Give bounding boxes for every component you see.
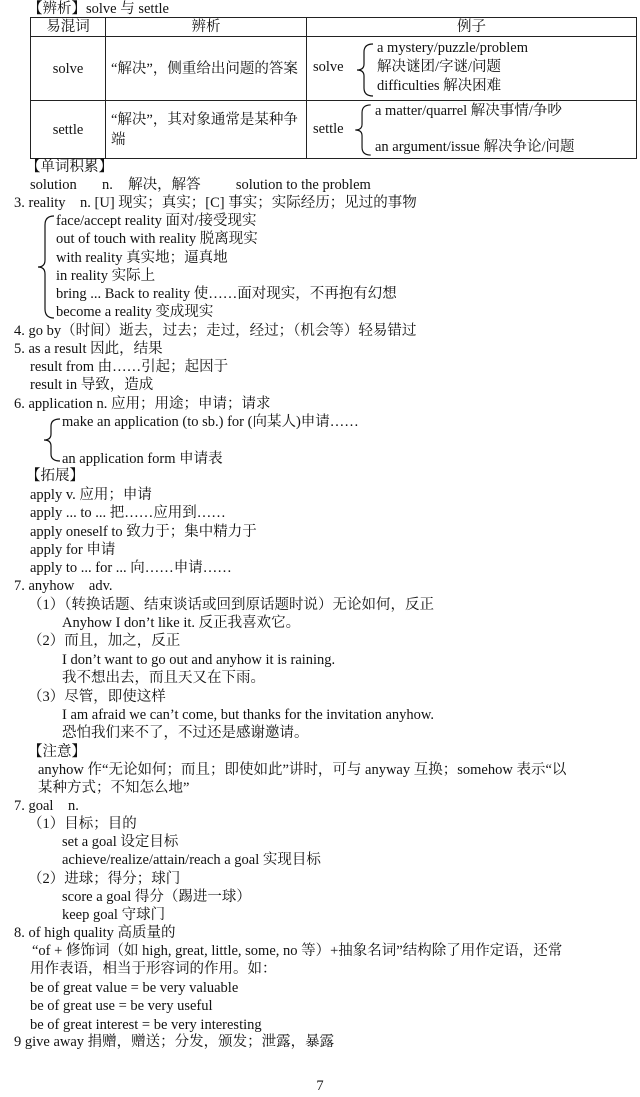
example-list (62, 651, 335, 688)
example-list (62, 706, 434, 743)
example-line: 恐怕我们来不了，不过还是感谢邀请。 (62, 725, 309, 742)
entry-anyhow-title: 7. anyhow adv. (14, 578, 113, 594)
example-line: 我不想出去，而且天又在下雨。 (62, 670, 265, 687)
extension-list (30, 486, 257, 577)
column-header: 例子 (307, 18, 637, 37)
page-number: 7 (316, 1078, 324, 1094)
sense-label: （1）（转换话题、结束谈话或回到原话题时说）无论如何，反正 (28, 597, 434, 613)
comparison-table (30, 17, 637, 159)
entry-give-away: 9 give away 捐赠，赠送；分发，颁发；泄露，暴露 (14, 1034, 335, 1050)
list-item: result in 导致，造成 (30, 377, 154, 394)
example-cell (307, 101, 637, 159)
list-item: result from 由……引起；起因于 (30, 359, 229, 375)
table-row (31, 37, 637, 101)
entry-high-quality-title: 8. of high quality 高质量的 (14, 925, 176, 941)
solution-meaning: 解决，解答 (128, 177, 201, 193)
column-header: 易混词 (31, 18, 106, 37)
table-header-row (31, 18, 637, 37)
left-brace-icon (42, 418, 62, 462)
desc-line: 用作表语，相当于形容词的作用。如： (30, 961, 277, 977)
bianxi-header: 【辨析】solve 与 settle (28, 1, 169, 17)
example-cell (307, 37, 637, 101)
list-item: face/accept reality 面对/接受现实 (56, 213, 257, 229)
entry-application-title: 6. application n. 应用；用途；申请；请求 (14, 396, 271, 412)
extension-header: 【拓展】 (26, 468, 84, 484)
table-row (31, 101, 637, 159)
left-brace-icon (355, 43, 375, 97)
analysis-cell: “解决”，其对象通常是某种争端 (106, 101, 307, 159)
list-item: apply oneself to 致力于；集中精力于 (30, 523, 257, 540)
list-item: apply v. 应用；申请 (30, 487, 152, 503)
example-list (62, 833, 321, 870)
as-a-result-list (30, 358, 228, 395)
list-item: bring ... Back to reality 使……面对现实，不再抱有幻想 (56, 286, 397, 303)
column-header: 辨析 (106, 18, 307, 37)
example-lead: settle (313, 120, 344, 137)
list-item: become a reality 变成现实 (56, 304, 214, 321)
note-line: anyhow 作“无论如何；而且；即使如此”讲时，可与 anyway 互换；somehow 表示“以 (38, 762, 567, 778)
note-line: 某种方式；不知怎么地” (38, 780, 190, 796)
left-brace-icon (36, 215, 56, 319)
example-line: achieve/realize/attain/reach a goal 实现目标 (62, 852, 321, 869)
example-line: I am afraid we can’t come, but thanks for the invitation anyhow. (62, 707, 435, 723)
solution-pos: n. (101, 177, 113, 193)
list-item: apply ... to ... 把……应用到…… (30, 505, 226, 522)
example-item: an argument/issue 解决争论/问题 (375, 138, 575, 155)
entry-as-a-result-title: 5. as a result 因此，结果 (14, 341, 163, 357)
list-item: make an application (to sb.) for (向某人)申请…… (62, 414, 359, 430)
example-line: set a goal 设定目标 (62, 834, 179, 850)
analysis-cell: “解决”，侧重给出问题的答案 (106, 37, 307, 101)
example-line: Anyhow I don’t like it. 反正我喜欢它。 (62, 615, 301, 631)
solution-line (30, 176, 371, 194)
vocab-header: 【单词积累】 (26, 159, 113, 175)
entry-goal-title: 7. goal n. (14, 798, 79, 814)
sense-label: （2）而且，加之，反正 (28, 633, 181, 649)
example-lead: solve (313, 58, 344, 75)
example-line: be of great value = be very valuable (30, 980, 239, 996)
sense-label: （1）目标；目的 (28, 816, 137, 832)
example-line: be of great interest = be very interesting (30, 1016, 262, 1033)
example-list (62, 888, 251, 925)
list-item: out of touch with reality 脱离现实 (56, 231, 258, 248)
example-line: keep goal 守球门 (62, 907, 166, 924)
example-item: difficulties 解决困难 (377, 77, 502, 94)
word-cell: settle (31, 101, 106, 159)
sense-label: （2）进球；得分；球门 (28, 871, 181, 887)
list-item: in reality 实际上 (56, 267, 156, 284)
example-line: I don’t want to go out and anyhow it is raining. (62, 652, 336, 668)
desc-line: “of + 修饰词（如 high, great, little, some, no 等）+抽象名词”结构除了用作定语，还常 (32, 943, 563, 959)
list-item: an application form 申请表 (62, 451, 223, 467)
example-item: a matter/quarrel 解决事情/争吵 (375, 102, 562, 119)
example-list (30, 979, 262, 1034)
example-line: be of great use = be very useful (30, 998, 213, 1015)
sense-label: （3）尽管，即使这样 (28, 689, 166, 705)
entry-go-by: 4. go by（时间）逝去，过去；走过，经过；（机会等）轻易错过 (14, 323, 417, 339)
entry-reality-title: 3. reality n. [U] 现实；真实；[C] 事实；实际经历；见过的事物 (14, 195, 417, 211)
example-line: score a goal 得分（踢进一球） (62, 889, 251, 905)
note-header: 【注意】 (28, 744, 86, 760)
list-item: apply for 申请 (30, 541, 116, 558)
example-item: 解决谜团/字谜/问题 (377, 58, 502, 75)
reality-phrase-list (56, 212, 397, 322)
left-brace-icon (353, 104, 373, 156)
example-item: a mystery/puzzle/problem (377, 39, 528, 56)
solution-example: solution to the problem (235, 177, 371, 193)
list-item: with reality 真实地；逼真地 (56, 249, 228, 266)
list-item: apply to ... for ... 向……申请…… (30, 560, 232, 577)
solution-word: solution (30, 177, 77, 193)
word-cell: solve (31, 37, 106, 101)
